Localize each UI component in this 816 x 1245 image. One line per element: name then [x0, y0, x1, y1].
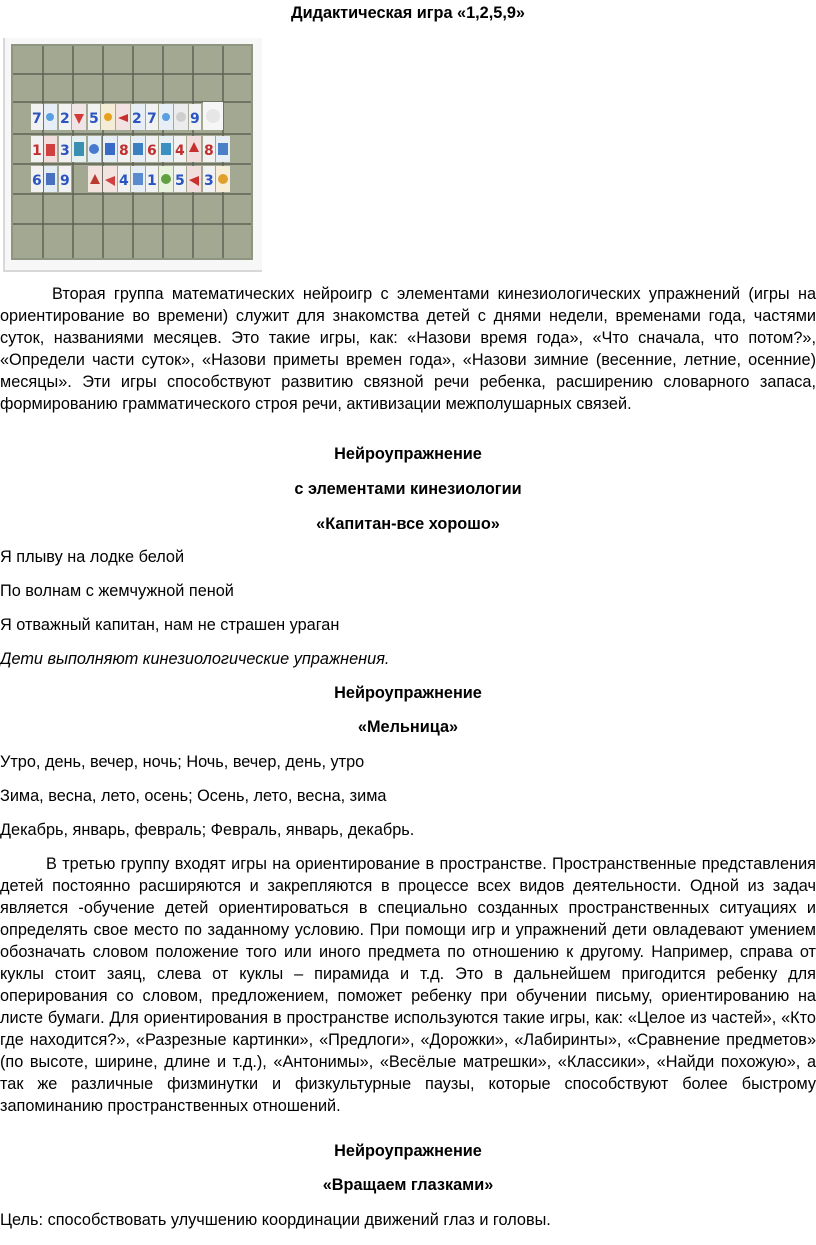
exercise-note: Дети выполняют кинезиологические упражнения.: [0, 650, 390, 668]
svg-text:4: 4: [175, 143, 185, 159]
svg-text:9: 9: [190, 111, 200, 127]
svg-text:9: 9: [60, 173, 70, 189]
heading-exercise-3-name: «Вращаем глазками»: [322, 1176, 494, 1194]
svg-text:2: 2: [132, 111, 142, 127]
heading-exercise-1: Нейроупражнение: [334, 445, 482, 463]
game-photo: [3, 38, 262, 272]
svg-text:5: 5: [89, 111, 99, 127]
svg-text:3: 3: [60, 143, 70, 159]
svg-text:1: 1: [147, 173, 157, 189]
verse-line: Я отважный капитан, нам не страшен ураган: [0, 616, 340, 634]
verse-line: Зима, весна, лето, осень; Осень, лето, весна, зима: [0, 787, 387, 805]
heading-exercise-2-name: «Мельница»: [357, 718, 459, 736]
game-board-image: [11, 44, 253, 260]
verse-line: Декабрь, январь, февраль; Февраль, январь, декабрь.: [0, 821, 415, 839]
svg-text:7: 7: [147, 111, 157, 127]
svg-text:4: 4: [119, 173, 129, 189]
heading-exercise-2: Нейроупражнение: [334, 684, 482, 702]
svg-text:6: 6: [32, 173, 42, 189]
exercise-goal: Цель: способствовать улучшению координации движений глаз и головы.: [0, 1211, 551, 1229]
svg-text:8: 8: [204, 143, 214, 159]
document-title: Дидактическая игра «1,2,5,9»: [291, 4, 525, 22]
svg-text:2: 2: [60, 111, 70, 127]
paragraph-time-games: Вторая группа математических нейроигр с элементами кинезиологических упражнений (игры на ориентирование во времени) служит для знакомства детей с днями недели, временами года, частями суток, названиями месяцев. Это такие игры, как: «Назови время года», «Что сначала, что потом?», «Определи части суток», «Назови приметы времен года», «Назови зимние (весенние, летние, осенние) месяцы». Эти игры способствуют развитию связной речи ребенка, расширению словарного запаса, формированию грамматического строя речи, активизации межполушарных связей.: [0, 285, 816, 413]
svg-text:6: 6: [147, 143, 157, 159]
svg-text:3: 3: [204, 173, 214, 189]
heading-exercise-3: Нейроупражнение: [334, 1142, 482, 1160]
verse-line: Я плыву на лодке белой: [0, 548, 185, 566]
svg-text:5: 5: [175, 173, 185, 189]
card-number: 7: [32, 111, 42, 127]
verse-line: Утро, день, вечер, ночь; Ночь, вечер, день, утро: [0, 753, 365, 771]
svg-text:8: 8: [119, 143, 129, 159]
svg-text:1: 1: [32, 143, 42, 159]
heading-exercise-1-sub: с элементами кинезиологии: [294, 480, 522, 498]
paragraph-space-games: В третью группу входят игры на ориентирование в пространстве. Пространственные представления детей постоянно расширяются и закрепляются в процессе всех видов деятельности. Одной из задач является -обучение детей ориентироваться в специально созданных пространственных ситуациях и определять свое место по заданному условию. При помощи игр и упражнений дети овладевают умением обозначать словом положение того или иного предмета по отношению к другому. Например, справа от куклы стоит заяц, слева от куклы – пирамида и т.д. Это в дальнейшем пригодится ребенку для оперирования со словом, предложением, поможет ребенку при обучении письму, ориентированию на листе бумаги. Для ориентирования в пространстве используются такие игры, как: «Целое из частей», «Кто где находится?», «Разрезные картинки», «Предлоги», «Дорожки», «Лабиринты», «Сравнение предметов» (по высоте, ширине, длине и т.д.), «Антонимы», «Весёлые матрешки», «Классики», «Найди похожую», а так же различные физминутки и физкультурные паузы, которые способствуют более быстрому запоминанию пространственных отношений.: [0, 855, 816, 1115]
heading-exercise-1-name: «Капитан-все хорошо»: [316, 515, 500, 533]
verse-line: По волнам с жемчужной пеной: [0, 582, 234, 600]
